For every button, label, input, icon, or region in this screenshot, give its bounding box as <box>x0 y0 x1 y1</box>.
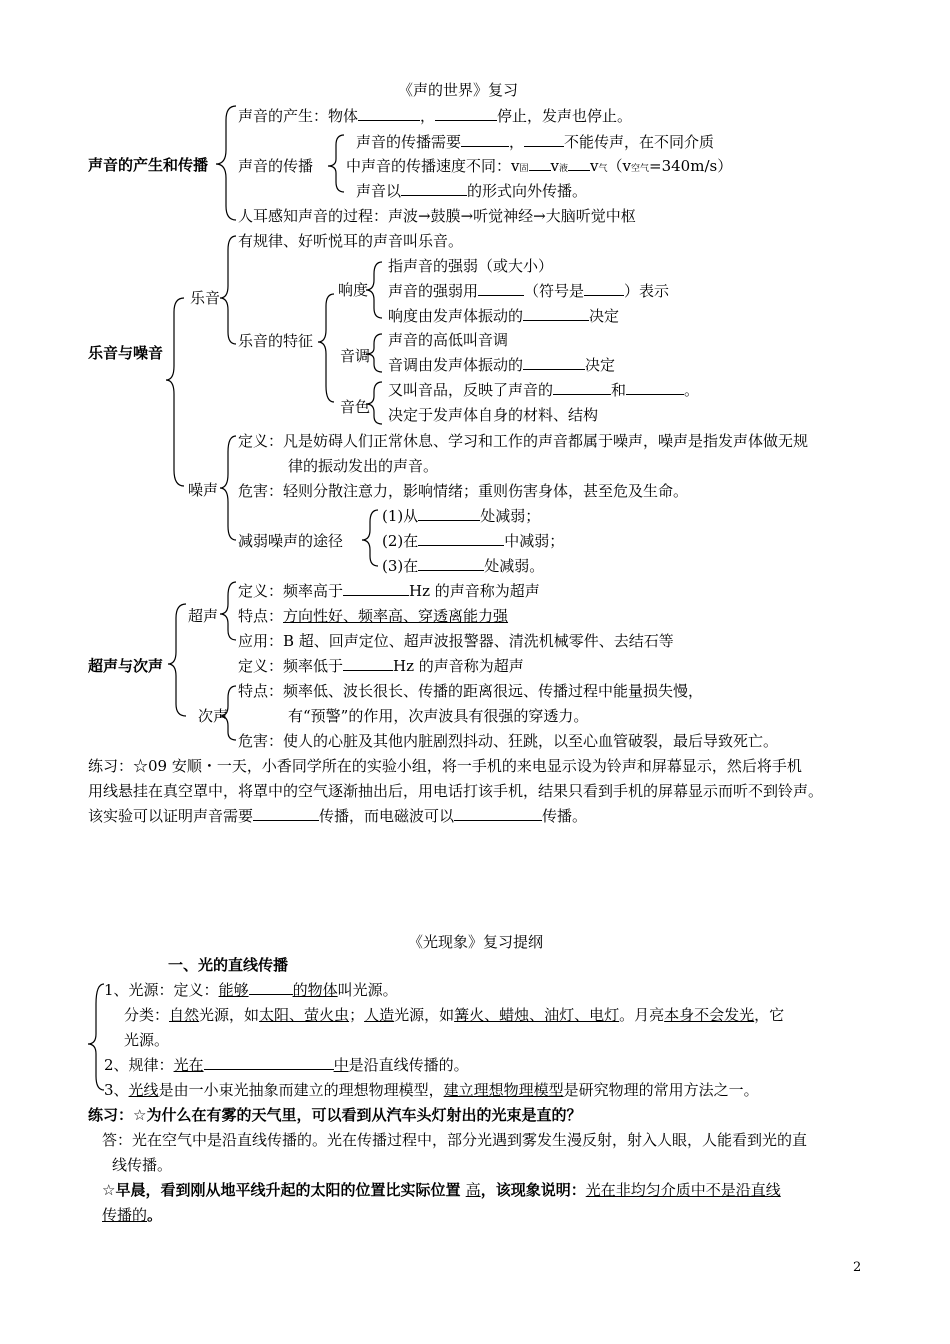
infrasound-harm: 危害：使人的心脏及其他内脏剧烈抖动、狂跳，以至心血管破裂，最后导致死亡。 <box>238 732 779 750</box>
blank <box>523 306 589 321</box>
pitch-line-1: 声音的高低叫音调 <box>388 331 509 349</box>
loudness-label: 响度 <box>338 281 369 299</box>
ultrasound-label: 超声 <box>188 607 219 625</box>
blank <box>418 531 504 546</box>
blank <box>343 656 393 671</box>
blank <box>626 380 684 395</box>
blank <box>253 806 319 821</box>
light-exercise-answer-1: 答：光在空气中是沿直线传播的。光在传播过程中，部分光遇到雾发生漫反射，射入人眼，人能看到光的直 <box>102 1131 808 1149</box>
light-item-2: 2、规律：光在 中是沿直线传播的。 <box>104 1056 469 1074</box>
light-item-1: 1、光源：定义：能够 的物体叫光源。 <box>104 981 398 999</box>
blank <box>568 156 590 171</box>
noise-definition-2: 律的振动发出的声音。 <box>288 457 439 475</box>
light-item-3: 3、光线是由一小束光抽象而建立的理想物理模型，建立理想物理模型是研究物理的常用方法之一。 <box>104 1081 759 1099</box>
timbre-line-1: 又叫音品，反映了声音的 和 。 <box>388 381 700 399</box>
exercise-line-2: 用线悬挂在真空罩中，将罩中的空气逐渐抽出后，用电话打该手机，结果只看到手机的屏幕显示而听不到铃声。 <box>88 782 824 800</box>
timbre-label: 音色 <box>340 398 371 416</box>
blank <box>418 556 484 571</box>
blank <box>204 1055 334 1070</box>
exercise-line-1: 练习：☆09 安顺・一天，小香同学所在的实验小组，将一手机的来电显示设为铃声和屏幕显示，然后将手机 <box>88 757 802 775</box>
blank <box>454 806 542 821</box>
propagation-label: 声音的传播 <box>238 157 314 175</box>
heading-production-propagation: 声音的产生和传播 <box>88 156 209 174</box>
noise-reduction-label: 减弱噪声的途径 <box>238 532 344 550</box>
page-number: 2 <box>853 1260 862 1275</box>
infrasound-features-2: 有“预警”的作用，次声波具有很强的穿透力。 <box>288 707 589 725</box>
loudness-line-1: 指声音的强弱（或大小） <box>388 257 554 275</box>
music-label: 乐音 <box>190 289 221 307</box>
blank <box>553 380 611 395</box>
propagation-need-line: 声音的传播需要 ， 不能传声，在不同介质 <box>356 133 715 151</box>
blank <box>529 156 551 171</box>
blank <box>523 355 585 370</box>
noise-label: 噪声 <box>188 481 219 499</box>
blank <box>418 506 480 521</box>
blank <box>401 181 467 196</box>
light-title: 《光现象》复习提纲 <box>408 933 544 951</box>
loudness-line-2: 声音的强弱用 （符号是 ）表示 <box>388 282 670 300</box>
blank <box>584 281 624 296</box>
propagation-form-line: 声音以 的形式向外传播。 <box>356 182 588 200</box>
music-features-label: 乐音的特征 <box>238 332 314 350</box>
ultrasound-applications: 应用：B 超、回声定位、超声波报警器、清洗机械零件、去结石等 <box>238 632 674 650</box>
blank <box>343 581 409 596</box>
heading-music-noise: 乐音与噪音 <box>88 344 164 362</box>
infrasound-features-1: 特点：频率低、波长很长、传播的距离很远、传播过程中能量损失慢， <box>238 682 704 700</box>
blank <box>478 281 524 296</box>
heading-ultrasound-infrasound: 超声与次声 <box>88 657 164 675</box>
ultrasound-definition: 定义：频率高于 Hz 的声音称为超声 <box>238 582 540 600</box>
propagation-speed-line: 中声音的传播速度不同：v固 v液 v气（v空气=340m/s） <box>346 157 733 175</box>
sound-title: 《声的世界》复习 <box>398 81 519 99</box>
blank <box>249 980 293 995</box>
exercise-line-3: 该实验可以证明声音需要 传播，而电磁波可以 传播。 <box>88 807 588 825</box>
blank <box>358 106 420 121</box>
infrasound-definition: 定义：频率低于 Hz 的声音称为超声 <box>238 657 524 675</box>
infrasound-label: 次声 <box>198 707 229 725</box>
light-source-end: 光源。 <box>124 1031 170 1049</box>
noise-harm: 危害：轻则分散注意力，影响情绪；重则伤害身体，甚至危及生命。 <box>238 482 689 500</box>
light-source-classification: 分类：自然光源，如太阳、萤火虫；人造光源，如篝火、蜡烛、油灯、电灯。月亮本身不会发光，它 <box>124 1006 785 1024</box>
production-line: 声音的产生：物体 ， 停止，发声也停止。 <box>238 107 633 125</box>
pitch-label: 音调 <box>340 347 371 365</box>
noise-reduction-2: (2)在 中减弱； <box>382 532 565 550</box>
light-exercise-answer-2: 线传播。 <box>112 1156 173 1174</box>
ultrasound-features: 特点：方向性好、频率高、穿透离能力强 <box>238 607 509 625</box>
noise-definition-1: 定义：凡是妨碍人们正常休息、学习和工作的声音都属于噪声，噪声是指发声体做无规 <box>238 432 809 450</box>
music-definition: 有规律、好听悦耳的声音叫乐音。 <box>238 232 464 250</box>
noise-reduction-1: (1)从 处减弱； <box>382 507 541 525</box>
timbre-line-2: 决定于发声体自身的材料、结构 <box>388 406 599 424</box>
blank <box>435 106 497 121</box>
light-heading: 一、光的直线传播 <box>168 956 289 974</box>
ear-perception-line: 人耳感知声音的过程：声波→鼓膜→听觉神经→大脑听觉中枢 <box>238 207 636 225</box>
blank <box>524 132 564 147</box>
blank <box>461 132 509 147</box>
loudness-line-3: 响度由发声体振动的 决定 <box>388 307 620 325</box>
noise-reduction-3: (3)在 处减弱。 <box>382 557 545 575</box>
light-question-2: ☆早晨，看到刚从地平线升起的太阳的位置比实际位置 高，该现象说明：光在非均匀介质中不是沿直线 <box>102 1181 781 1199</box>
light-exercise-question: 练习：☆为什么在有雾的天气里，可以看到从汽车头灯射出的光束是直的？ <box>88 1106 582 1124</box>
pitch-line-2: 音调由发声体振动的 决定 <box>388 356 616 374</box>
light-question-2-end: 传播的。 <box>102 1206 163 1224</box>
